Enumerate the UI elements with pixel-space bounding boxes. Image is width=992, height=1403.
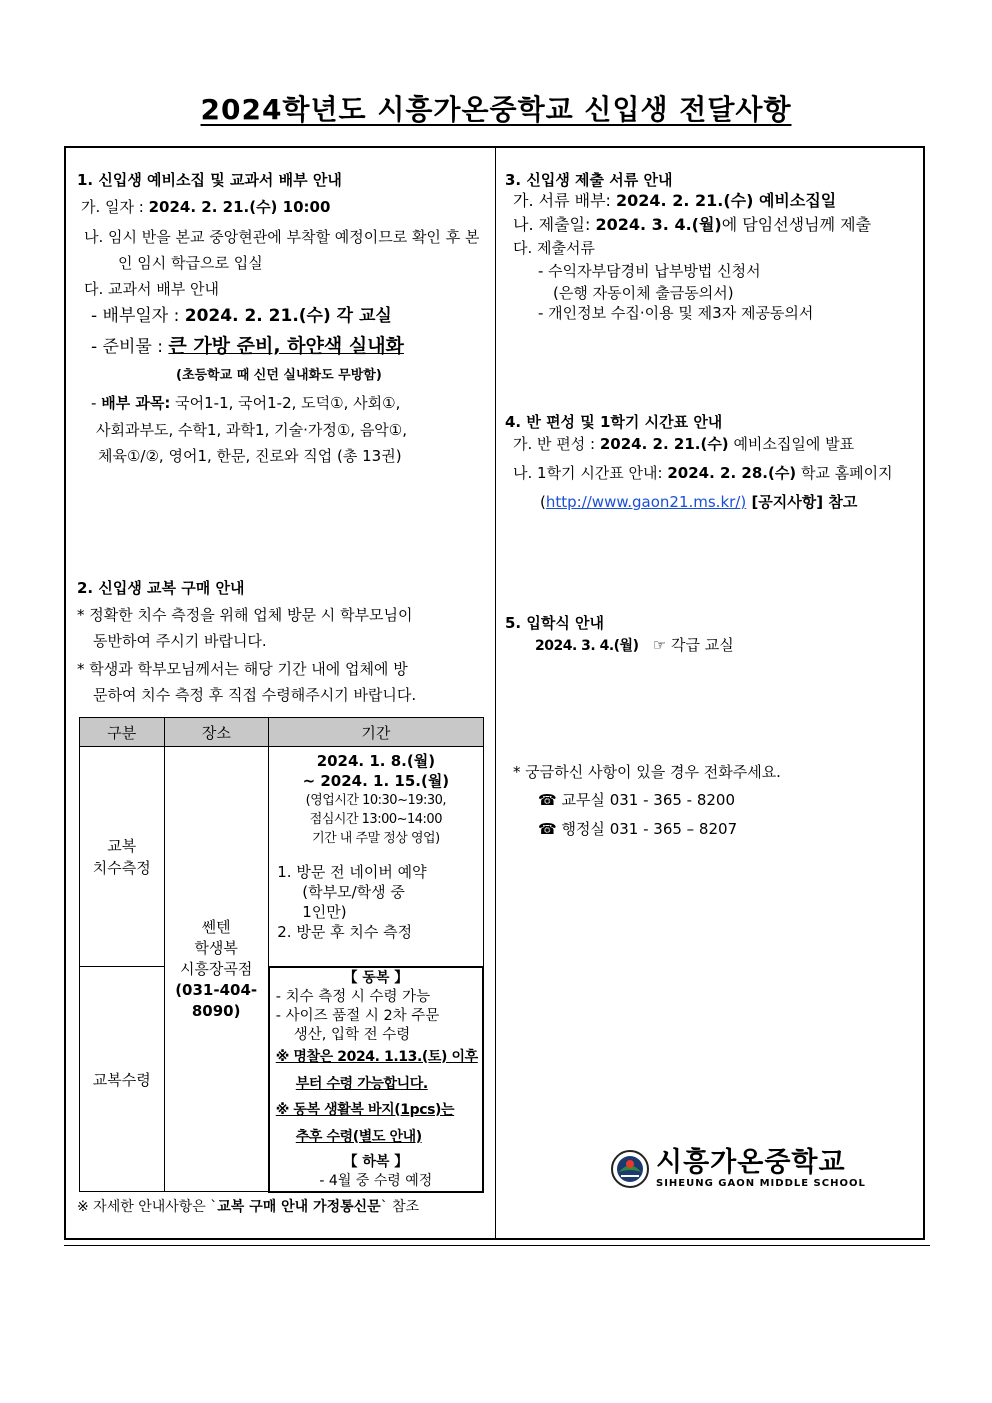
uniform-table <box>79 717 484 1193</box>
school-name-ko: 시흥가온중학교 <box>656 1147 846 1178</box>
s1-subjects: - 배부 과목: 국어1-1, 국어1-2, 도덕①, 사회①, <box>91 394 401 412</box>
s3-document-1: - 수익자부담경비 납부방법 신청서 <box>538 262 761 280</box>
s3-document-2: - 개인정보 수집·이용 및 제3자 제공동의서 <box>538 304 814 322</box>
contact-intro: * 궁금하신 사항이 있을 경우 전화주세요. <box>513 763 781 781</box>
homepage-link[interactable]: http://www.gaon21.ms.kr/ <box>545 493 741 511</box>
s3-document-1-sub: (은행 자동이체 출금동의서) <box>553 284 734 302</box>
section-5-heading: 5. 입학식 안내 <box>505 614 605 632</box>
section-2-heading: 2. 신입생 교복 구매 안내 <box>77 579 245 597</box>
receive-period-cell: 【 동복 】 - 치수 측정 시 수령 가능 - 사이즈 품절 시 2차 주문 생산, 입학 전 수령 ※ 명찰은 2024. 1.13.(토) 이후 부터 수령 가능합니다. ※ 동복 생활복 바지(1pcs)는 추후 수령(별도 안내) 【 하복 】 - 4월 중 수령 예정 <box>269 967 483 1192</box>
s1-class-item: 나. 임시 반을 본교 중앙현관에 부착할 예정이므로 확인 후 본 <box>84 228 480 246</box>
s1-subjects-cont: 사회과부도, 수학1, 과학1, 기술·가정①, 음악①, <box>96 421 408 439</box>
row-measure-type: 교복 치수측정 <box>80 747 165 967</box>
s3-distribution: 가. 서류 배부: 2024. 2. 21.(수) 예비소집일 <box>513 191 837 210</box>
col-header-period: 기간 <box>269 718 483 747</box>
s2-note-2: * 학생과 학부모님께서는 해당 기간 내에 업체에 방 <box>77 660 408 678</box>
s3-documents-heading: 다. 제출서류 <box>513 239 595 257</box>
s4-timetable: 나. 1학기 시간표 안내: 2024. 2. 28.(수) 학교 홈페이지 <box>513 464 893 482</box>
s2-footnote: ※ 자세한 안내사항은 `교복 구매 안내 가정통신문` 참조 <box>77 1199 420 1215</box>
section-3-heading: 3. 신입생 제출 서류 안내 <box>505 171 673 189</box>
s1-subjects-cont2: 체육①/②, 영어1, 한문, 진로와 직업 (총 13권) <box>98 447 402 465</box>
school-name-en: SIHEUNG GAON MIDDLE SCHOOL <box>656 1178 866 1189</box>
s5-ceremony: 2024. 3. 4.(월) ☞ 각급 교실 <box>535 636 734 654</box>
s4-class-assignment: 가. 반 편성 : 2024. 2. 21.(수) 예비소집일에 발표 <box>513 435 855 453</box>
bottom-rule <box>64 1245 930 1246</box>
s1-date-item: 가. 일자 : 2024. 2. 21.(수) 10:00 <box>81 198 331 216</box>
column-divider <box>495 146 496 1240</box>
contact-admin-office: ☎ 행정실 031 - 365 – 8207 <box>538 820 738 838</box>
school-emblem-icon <box>610 1149 650 1189</box>
measure-period-cell: 2024. 1. 8.(월) ~ 2024. 1. 15.(월) (영업시간 10:30~19:30, 점심시간 13:00~14:00 기간 내 주말 정상 영업) 1. 방문 전 네이버 예약 (학부모/학생 중 1인만) 2. 방문 후 치수 측정 <box>269 747 483 967</box>
col-header-type: 구분 <box>80 718 165 747</box>
col-header-place: 장소 <box>164 718 269 747</box>
s2-note-1: * 정확한 치수 측정을 위해 업체 방문 시 학부모님이 <box>77 606 413 624</box>
s1-distribution-date: - 배부일자 : 2024. 2. 21.(수) 각 교실 <box>91 306 392 326</box>
school-logo <box>610 1148 866 1189</box>
s3-submission-date: 나. 제출일: 2024. 3. 4.(월)에 담임선생님께 제출 <box>513 215 872 234</box>
s1-supplies: - 준비물 : 큰 가방 준비, 하얀색 실내화 <box>91 335 404 357</box>
section-4-heading: 4. 반 편성 및 1학기 시간표 안내 <box>505 413 723 431</box>
store-cell: 쎈텐 학생복 시흥장곡점 (031-404- 8090) <box>164 747 269 1192</box>
s4-homepage: (http://www.gaon21.ms.kr/) [공지사항] 참고 <box>540 493 858 511</box>
s1-class-item-cont: 인 임시 학급으로 입실 <box>118 254 263 272</box>
row-receive-type: 교복수령 <box>80 967 165 1192</box>
contact-academic-office: ☎ 교무실 031 - 365 - 8200 <box>538 791 736 809</box>
s1-textbook-heading: 다. 교과서 배부 안내 <box>84 280 219 298</box>
s1-supplies-note: (초등학교 때 신던 실내화도 무방함) <box>176 368 382 383</box>
pointing-hand-icon: ☞ 각급 교실 <box>652 636 734 654</box>
s2-note-1-cont: 동반하여 주시기 바랍니다. <box>93 632 267 650</box>
page-title: 2024학년도 시흥가온중학교 신입생 전달사항 <box>200 93 792 126</box>
s2-note-2-cont: 문하여 치수 측정 후 직접 수령해주시기 바랍니다. <box>93 686 417 704</box>
section-1-heading: 1. 신입생 예비소집 및 교과서 배부 안내 <box>77 171 342 189</box>
